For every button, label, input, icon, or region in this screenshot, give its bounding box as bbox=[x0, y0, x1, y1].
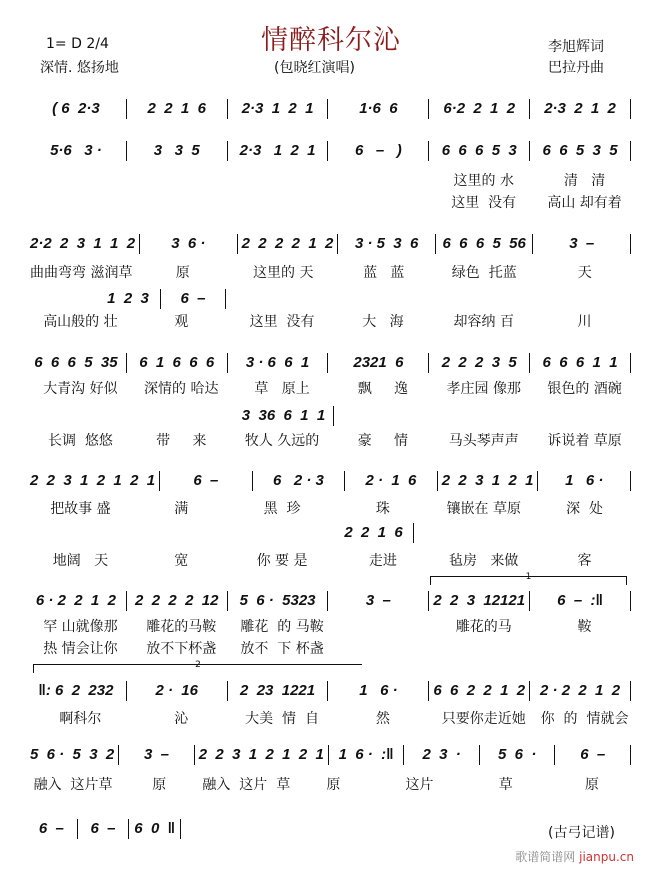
measure: 1 6 · :‖ bbox=[338, 746, 394, 763]
lyric-segment bbox=[332, 616, 433, 636]
bar-line bbox=[252, 471, 253, 491]
lyric-segment: 诉说着 草原 bbox=[547, 433, 622, 449]
measure: 3 – bbox=[365, 592, 391, 609]
bar-line bbox=[537, 471, 538, 491]
lyric-segment: 深 处 bbox=[566, 501, 603, 517]
lyric-line bbox=[30, 430, 635, 450]
bar-line bbox=[529, 141, 530, 161]
notation-row bbox=[30, 680, 635, 702]
bar-line bbox=[428, 591, 429, 611]
bar-line bbox=[126, 353, 127, 373]
bar-line bbox=[333, 406, 334, 426]
bar-line bbox=[227, 141, 228, 161]
lyricist-credit: 李旭辉词 bbox=[548, 39, 604, 55]
measure: 6 – ) bbox=[355, 142, 402, 159]
measure: 6 – :‖ bbox=[557, 592, 603, 609]
bar-line bbox=[529, 353, 530, 373]
bar-line bbox=[630, 99, 631, 119]
bar-line bbox=[529, 681, 530, 701]
measure: 6 – bbox=[180, 290, 206, 307]
lyric-segment: 放不下杯盏 bbox=[146, 641, 217, 657]
notation-row bbox=[338, 522, 418, 544]
lyric-segment: 原 bbox=[152, 777, 167, 793]
measure: 2 · 1 6 bbox=[365, 472, 417, 489]
bar-line bbox=[126, 141, 127, 161]
lyric-segment: 草 原上 bbox=[254, 381, 310, 397]
lyric-segment: 把故事 盛 bbox=[50, 501, 111, 517]
time-signature: 2/4 bbox=[86, 36, 109, 52]
bar-line bbox=[237, 234, 238, 254]
measure: 1·6 6 bbox=[359, 100, 398, 117]
bar-line bbox=[337, 234, 338, 254]
lyric-segment: 高山般的 壮 bbox=[43, 314, 118, 330]
measure: 2 2 3 1 2 1 2 1 bbox=[30, 472, 156, 489]
bar-line bbox=[630, 353, 631, 373]
lyric-segment bbox=[131, 170, 232, 190]
measure: 2 2 2 2 12 bbox=[135, 592, 219, 609]
bar-line bbox=[630, 591, 631, 611]
notation-row bbox=[238, 405, 338, 427]
measure: 3 · 6 6 1 bbox=[245, 354, 310, 371]
measure: 6 2 · 3 bbox=[272, 472, 324, 489]
lyric-segment: 雕花 的 马鞍 bbox=[240, 619, 324, 635]
notation-row bbox=[30, 818, 185, 840]
measure: 1 6 · bbox=[359, 682, 398, 699]
bar-line bbox=[413, 523, 414, 543]
lyric-segment: 这里 没有 bbox=[451, 195, 517, 211]
measure: 5 6 · bbox=[497, 746, 537, 763]
lyric-segment: 曲曲弯弯 滋润草 bbox=[30, 265, 133, 281]
lyric-segment: 清 清 bbox=[563, 173, 606, 189]
measure: 6 – bbox=[90, 820, 116, 837]
bar-line bbox=[159, 471, 160, 491]
measure: 6 · 2 2 1 2 bbox=[35, 592, 116, 609]
lyric-segment: 这片 bbox=[405, 777, 434, 793]
lyric-line bbox=[30, 498, 635, 518]
lyric-segment: 原 bbox=[584, 777, 599, 793]
measure: ‖: 6 2 232 bbox=[38, 682, 114, 699]
lyric-segment: 热 情会让你 bbox=[43, 641, 118, 657]
lyric-segment bbox=[433, 638, 534, 658]
lyric-segment: 蓝 蓝 bbox=[363, 265, 405, 281]
bar-line bbox=[139, 234, 140, 254]
lyric-segment: 沁 bbox=[174, 711, 189, 727]
measure: 6 6 6 1 1 bbox=[542, 354, 618, 371]
measure: 2 · 16 bbox=[155, 682, 198, 699]
lyric-segment bbox=[534, 638, 635, 658]
lyric-segment: 高山 却有着 bbox=[547, 195, 622, 211]
lyric-segment: 黑 珍 bbox=[263, 501, 301, 517]
measure: 6 – bbox=[193, 472, 219, 489]
measure: 6 6 6 5 3 bbox=[441, 142, 517, 159]
notation-row bbox=[100, 288, 230, 310]
bar-line bbox=[435, 234, 436, 254]
lyric-segment: 鞍 bbox=[577, 619, 592, 635]
key: 1= D bbox=[46, 36, 82, 52]
bar-line bbox=[227, 99, 228, 119]
measure: 3 3 5 bbox=[153, 142, 200, 159]
lyric-segment: 长调 悠悠 bbox=[47, 433, 113, 449]
lyric-line bbox=[30, 616, 635, 636]
lyric-segment: 牧人 久远的 bbox=[244, 433, 320, 449]
measure: 2·3 1 2 1 bbox=[241, 100, 314, 117]
bar-line bbox=[225, 289, 226, 309]
bar-line bbox=[554, 745, 555, 765]
lyric-segment: 原 bbox=[326, 777, 341, 793]
bar-line bbox=[344, 471, 345, 491]
measure: 3 – bbox=[143, 746, 169, 763]
lyric-segment: 你 的 情就会 bbox=[540, 711, 629, 727]
bar-line bbox=[327, 591, 328, 611]
lyric-line bbox=[30, 170, 635, 190]
lyric-line bbox=[30, 774, 635, 794]
lyric-segment: 大美 情 自 bbox=[245, 711, 319, 727]
bar-line bbox=[327, 141, 328, 161]
notation-row bbox=[30, 470, 635, 492]
bar-line bbox=[118, 745, 119, 765]
measure: 2 2 3 1 2 1 2 1 bbox=[198, 746, 324, 763]
measure: 2·2 2 3 1 1 2 bbox=[30, 235, 136, 252]
lyric-segment: 草 bbox=[498, 777, 513, 793]
bar-line bbox=[428, 353, 429, 373]
measure: 2 3 · bbox=[422, 746, 461, 763]
bar-line bbox=[529, 591, 530, 611]
lyric-segment: 原 bbox=[175, 265, 190, 281]
bar-line bbox=[180, 819, 181, 839]
notation-row bbox=[30, 140, 635, 162]
lyric-segment: 观 bbox=[174, 314, 189, 330]
measure: 2 2 1 6 bbox=[147, 100, 206, 117]
lyric-segment: 罕 山就像那 bbox=[43, 619, 118, 635]
measure: 6·2 2 1 2 bbox=[443, 100, 516, 117]
lyric-segment: 满 bbox=[174, 501, 189, 517]
measure: 2 2 2 3 5 bbox=[441, 354, 517, 371]
bar-line bbox=[630, 471, 631, 491]
bar-line bbox=[428, 99, 429, 119]
lyric-segment: 融入 这片草 bbox=[33, 777, 113, 793]
transcriber-credit: (古弓记谱) bbox=[548, 825, 615, 841]
measure: 3 6 · bbox=[171, 235, 206, 252]
bar-line bbox=[77, 819, 78, 839]
bar-line bbox=[227, 681, 228, 701]
watermark-cn: 歌谱简谱网 bbox=[515, 850, 576, 864]
bar-line bbox=[532, 234, 533, 254]
lyric-segment: 客 bbox=[577, 553, 592, 569]
bar-line bbox=[630, 141, 631, 161]
measure: ( 6 2·3 bbox=[52, 100, 100, 117]
lyric-segment: 然 bbox=[375, 711, 390, 727]
lyric-segment: 绿色 托蓝 bbox=[451, 265, 517, 281]
bar-line bbox=[227, 591, 228, 611]
bar-line bbox=[630, 681, 631, 701]
lyric-segment: 这里 没有 bbox=[249, 314, 315, 330]
lyric-segment: 放不 下 杯盏 bbox=[240, 641, 324, 657]
measure: 5 6 · 5 3 2 bbox=[30, 746, 115, 763]
bar-line bbox=[327, 99, 328, 119]
bar-line bbox=[403, 745, 404, 765]
composer-credit: 巴拉丹曲 bbox=[548, 60, 604, 76]
lyric-segment: 深情的 哈达 bbox=[144, 381, 219, 397]
bar-line bbox=[437, 471, 438, 491]
lyric-segment: 你 要 是 bbox=[256, 553, 308, 569]
bar-line bbox=[126, 591, 127, 611]
measure: 2 2 3 1 2 1 bbox=[441, 472, 534, 489]
measure: 3 36 6 1 1 bbox=[241, 407, 326, 424]
bar-line bbox=[428, 681, 429, 701]
lyric-line bbox=[30, 708, 635, 728]
singer-credit: (包晓红演唱) bbox=[274, 60, 355, 76]
lyric-segment bbox=[332, 638, 433, 658]
bar-line bbox=[160, 289, 161, 309]
bar-line bbox=[128, 819, 129, 839]
lyric-line bbox=[30, 638, 635, 658]
lyric-segment: 马头琴声声 bbox=[448, 433, 519, 449]
lyric-segment: 大 海 bbox=[362, 314, 404, 330]
measure: 6 6 2 2 1 2 bbox=[433, 682, 526, 699]
bar-line bbox=[327, 353, 328, 373]
lyric-segment: 这里的 水 bbox=[453, 173, 514, 189]
measure: 6 – bbox=[580, 746, 606, 763]
bar-line bbox=[428, 141, 429, 161]
bar-line bbox=[126, 99, 127, 119]
lyric-segment: 孝庄园 像那 bbox=[446, 381, 521, 397]
measure: 6 6 5 3 5 bbox=[542, 142, 618, 159]
lyric-line bbox=[30, 262, 635, 282]
lyric-segment: 豪 情 bbox=[357, 433, 409, 449]
measure: 1 6 · bbox=[565, 472, 604, 489]
lyric-segment bbox=[232, 192, 333, 212]
bar-line bbox=[479, 745, 480, 765]
lyric-segment: 银色的 酒碗 bbox=[547, 381, 622, 397]
measure: 6 6 6 5 56 bbox=[442, 235, 526, 252]
measure: 3 · 5 3 6 bbox=[354, 235, 419, 252]
measure: 6 0 ‖ bbox=[134, 820, 176, 837]
lyric-segment: 却容纳 百 bbox=[453, 314, 514, 330]
measure: 2·3 2 1 2 bbox=[544, 100, 616, 117]
lyric-segment: 川 bbox=[577, 314, 592, 330]
lyric-segment: 镶嵌在 草原 bbox=[446, 501, 521, 517]
bar-line bbox=[126, 681, 127, 701]
lyric-segment: 飘 逸 bbox=[357, 381, 409, 397]
lyric-line bbox=[30, 311, 635, 331]
measure: 2321 6 bbox=[353, 354, 404, 371]
lyric-segment: 珠 bbox=[375, 501, 390, 517]
key-signature bbox=[46, 36, 109, 52]
measure: 2 23 1221 bbox=[240, 682, 316, 699]
lyric-segment bbox=[332, 192, 433, 212]
lyric-segment: 雕花的马 bbox=[455, 619, 512, 635]
lyric-segment: 融入 这片 草 bbox=[202, 777, 291, 793]
lyric-line bbox=[30, 550, 635, 570]
lyric-segment bbox=[332, 170, 433, 190]
lyric-segment: 宽 bbox=[174, 553, 189, 569]
measure: 6 – bbox=[38, 820, 64, 837]
bar-line bbox=[529, 99, 530, 119]
lyric-segment: 带 来 bbox=[156, 433, 207, 449]
lyric-segment: 走进 bbox=[368, 553, 397, 569]
lyric-segment: 地阔 天 bbox=[52, 553, 109, 569]
watermark bbox=[515, 848, 634, 865]
measure: 6 6 6 5 35 bbox=[34, 354, 118, 371]
lyric-segment: 只要你走近她 bbox=[441, 711, 526, 727]
notation-row bbox=[30, 352, 635, 374]
measure: 6 1 6 6 6 bbox=[139, 354, 215, 371]
lyric-segment bbox=[30, 170, 131, 190]
measure: 5·6 3 · bbox=[50, 142, 102, 159]
measure: 2 2 2 2 1 2 bbox=[241, 235, 334, 252]
bar-line bbox=[194, 745, 195, 765]
lyric-segment: 天 bbox=[577, 265, 592, 281]
lyric-segment bbox=[30, 192, 131, 212]
lyric-segment: 雕花的马鞍 bbox=[146, 619, 217, 635]
measure: 2 · 2 2 1 2 bbox=[540, 682, 621, 699]
bar-line bbox=[327, 681, 328, 701]
bar-line bbox=[630, 234, 631, 254]
lyric-line bbox=[30, 192, 635, 212]
bar-line bbox=[630, 745, 631, 765]
tempo-marking: 深情. 悠扬地 bbox=[40, 60, 119, 76]
measure: 3 – bbox=[569, 235, 595, 252]
notation-row bbox=[30, 590, 635, 612]
lyric-segment: 大青沟 好似 bbox=[43, 381, 118, 397]
measure: 5 6 · 5323 bbox=[239, 592, 316, 609]
bar-line bbox=[227, 353, 228, 373]
measure: 2 2 3 12121 bbox=[433, 592, 526, 609]
measure: 1 2 3 bbox=[107, 290, 149, 307]
lyric-segment: 毡房 来做 bbox=[449, 553, 519, 569]
volta-bracket: 1 bbox=[430, 576, 627, 585]
lyric-segment bbox=[232, 170, 333, 190]
notation-row bbox=[30, 744, 635, 766]
lyric-segment bbox=[131, 192, 232, 212]
bar-line bbox=[328, 745, 329, 765]
lyric-segment: 这里的 天 bbox=[253, 265, 314, 281]
measure: 2 2 1 6 bbox=[344, 524, 403, 541]
song-title: 情醉科尔沁 bbox=[261, 25, 401, 56]
measure: 2·3 1 2 1 bbox=[239, 142, 316, 159]
watermark-en: jianpu.cn bbox=[579, 850, 634, 864]
lyric-segment: 啊科尔 bbox=[59, 711, 102, 727]
lyric-line bbox=[30, 378, 635, 398]
volta-bracket: 2 bbox=[33, 664, 362, 673]
notation-row bbox=[30, 98, 635, 120]
notation-row bbox=[30, 233, 635, 255]
